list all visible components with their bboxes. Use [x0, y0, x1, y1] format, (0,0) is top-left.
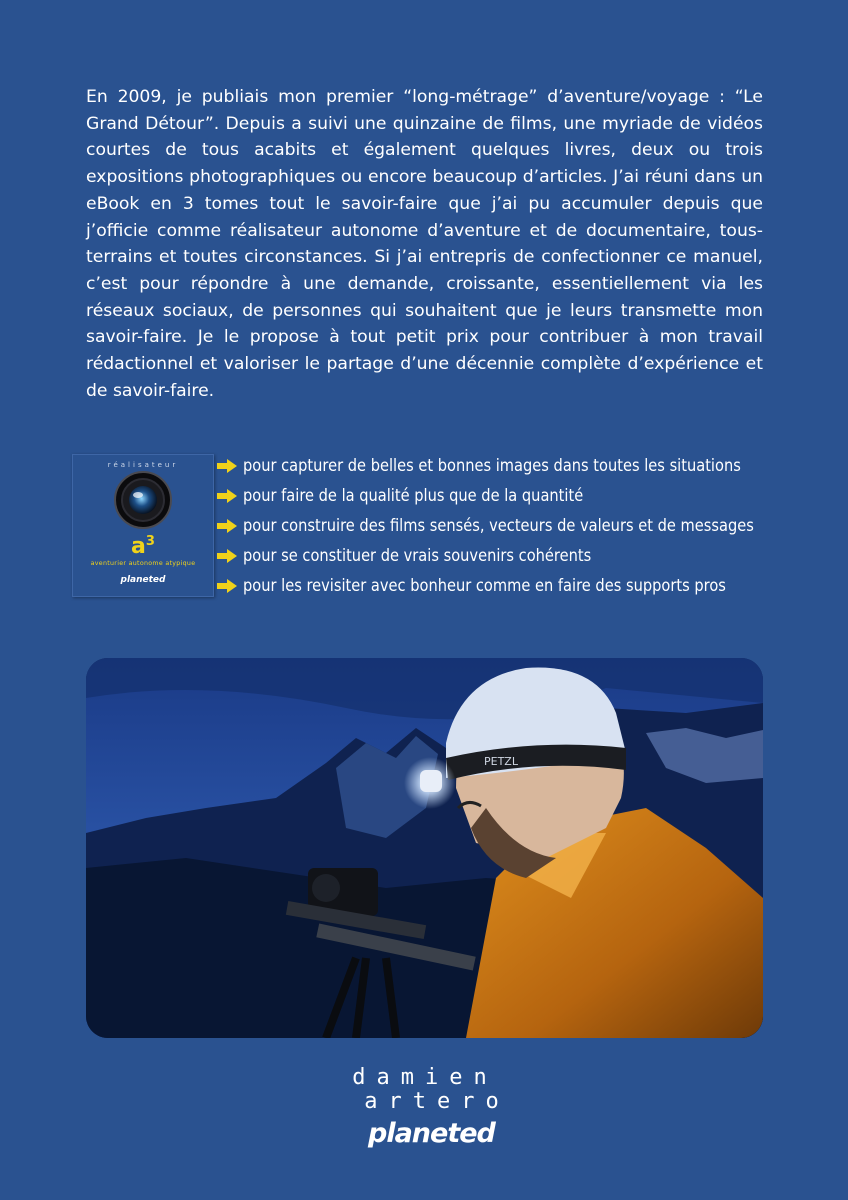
author-first-name: damien [352, 1065, 498, 1090]
filmmaker-illustration [86, 658, 763, 1038]
headlamp-label: PETZL [484, 755, 518, 768]
ebook-cover-subtitle: aventurier autonome atypique [90, 560, 196, 567]
arrow-right-icon [216, 548, 238, 564]
benefit-item: pour capturer de belles et bonnes images dans toutes les situations [216, 451, 837, 481]
benefit-item: pour construire des films sensés, vecteurs de valeurs et de messages [216, 511, 837, 541]
brand-logo: planeted [368, 1118, 495, 1149]
benefit-list [216, 451, 837, 601]
ebook-cover-logo: $a^3$ [131, 534, 155, 559]
benefit-item: pour se constituer de vrais souvenirs cohérents [216, 541, 837, 571]
ebook-cover-brand: planeted [120, 575, 166, 585]
intro-paragraph: En 2009, je publiais mon premier “long-métrage” d’aventure/voyage : “Le Grand Détour”. Depuis a suivi une quinzaine de films, une myriade de vidéos courtes de tous acabits et également quelques livres, deux ou trois expositions photographiques ou encore beaucoup d’articles. J’ai réuni dans un eBook en 3 tomes tout le savoir-faire que j’ai pu accumuler depuis que j’officie comme réalisateur autonome d’aventure et de documentaire, tous-terrains et toutes circonstances. Si j’ai entrepris de confectionner ce manuel, c’est pour répondre à une demande, croissante, essentiellement via les réseaux sociaux, de personnes qui souhaitent que je leurs transmette mon savoir-faire. Je le propose à tout petit prix pour contribuer à mon travail rédactionnel et valoriser le partage d’une décennie complète d’expérience et de savoir-faire. [86, 87, 763, 401]
filmmaker-photo [86, 658, 763, 1038]
camera-lens-icon [113, 471, 173, 529]
benefit-item: pour faire de la qualité plus que de la quantité [216, 481, 837, 511]
benefit-item: pour les revisiter avec bonheur comme en faire des supports pros [216, 571, 837, 601]
arrow-right-icon [216, 578, 238, 594]
author-last-name: artero [364, 1089, 510, 1114]
ebook-cover [72, 454, 214, 597]
arrow-right-icon [216, 518, 238, 534]
arrow-right-icon [216, 458, 238, 474]
author-name [300, 1066, 530, 1114]
arrow-right-icon [216, 488, 238, 504]
ebook-cover-title: réalisateur [107, 461, 179, 469]
